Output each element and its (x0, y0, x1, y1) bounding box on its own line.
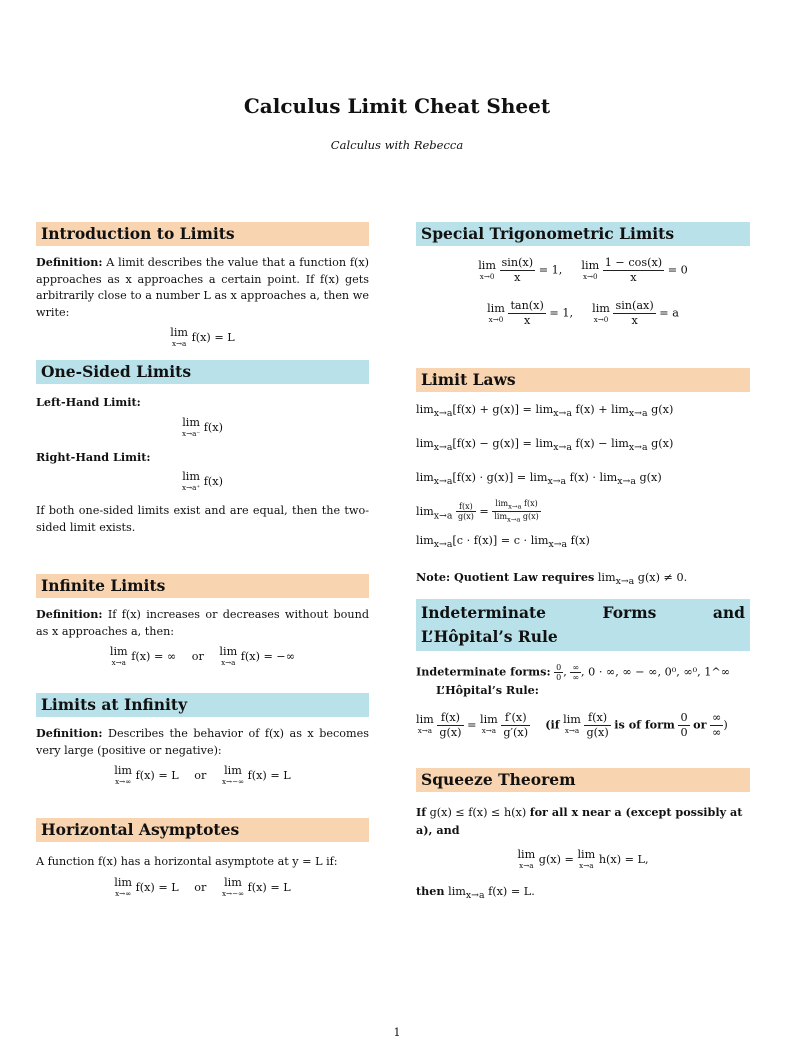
section-limit-laws (416, 368, 750, 590)
section-intro (36, 222, 369, 349)
indeterminate-forms: Indeterminate forms: $\frac{0}{0}$ , $\frac{\infty}{\infty}$ , 0 · ∞, ∞ − ∞, 0⁰, ∞⁰, 1^∞ (416, 663, 731, 682)
quotient-note: Note: Quotient Law requires $\lim_{x\to a} g(x) \ne 0$. (416, 570, 688, 588)
section-at-infinity (36, 693, 369, 787)
section-infinite (36, 574, 369, 668)
formula: lim x→0 $\frac{\sin(x)}{x}$ = 1, lim x→0 $\frac{1 - \cos(x)}{x}$ = 0 (478, 256, 688, 284)
section-heading: Horizontal Asymptotes (36, 818, 369, 842)
one-sided-text: If both one-sided limits exist and are equal, then the two-sided limit exists. (36, 504, 369, 534)
limit-law-quotient: $\lim_{x\to a}$ $\frac{f(x)}{g(x)}$ = $\frac{\lim_{x\to a} f(x)}{\lim_{x\to a} g(x)}$ (416, 498, 539, 524)
section-one-sided (36, 360, 369, 536)
formula: lim x→0 $\frac{\tan(x)}{x}$ = 1, lim x→0 $\frac{\sin(ax)}{x}$ = a (487, 299, 679, 327)
section-heading: Indeterminate Forms and L’Hôpital’s Rule (416, 599, 750, 651)
left-hand-label: Left-Hand Limit: (36, 395, 141, 409)
section-asymptotes (36, 818, 369, 899)
squeeze-condition: If g(x) ≤ f(x) ≤ h(x) for all x near a (except possibly at a), and (416, 805, 743, 837)
squeeze-formula: lim x→a g(x) = lim x→a h(x) = L, (517, 848, 649, 870)
section-heading: Squeeze Theorem (416, 768, 750, 792)
section-heading: Special Trigonometric Limits (416, 222, 750, 246)
formula: lim x→a⁺ f(x) (182, 470, 223, 492)
squeeze-conclusion: then $\lim_{x\to a} f(x) = L$. (416, 884, 535, 902)
limit-law-product: $\lim_{x\to a}[f(x) \cdot g(x)] = \lim_{x\to a} f(x) \cdot \lim_{x\to a} g(x)$ (416, 471, 662, 488)
section-heading: Introduction to Limits (36, 222, 369, 246)
lhopital-label: L’Hôpital’s Rule: (436, 683, 539, 697)
formula: lim x→∞ f(x) = L or lim x→−∞ f(x) = L (114, 764, 291, 786)
page-subtitle: Calculus with Rebecca (330, 138, 464, 152)
section-heading: Limit Laws (416, 368, 750, 392)
formula: lim x→a f(x) = L (170, 326, 235, 348)
definition-text: Definition: A limit describes the value that a function f(x) approaches as x approaches a certain point. If f(x) gets arbitrarily close to a number L as x approaches a, then we write: (36, 255, 369, 319)
section-heading: One-Sided Limits (36, 360, 369, 384)
limit-law-constant: $\lim_{x\to a}[c \cdot f(x)] = c \cdot \lim_{x\to a} f(x)$ (416, 533, 590, 551)
formula: lim x→a⁻ f(x) (182, 415, 223, 438)
limit-law-difference: $\lim_{x\to a}[f(x) - g(x)] = \lim_{x\to a} f(x) - \lim_{x\to a} g(x)$ (416, 437, 674, 454)
lhopital-formula: lim x→a $\frac{f(x)}{g(x)}$ = lim x→a $\frac{f'(x)}{g'(x)}$ (if lim x→a $\frac{f(x)}{g(x)}$ is of form $\frac{0}{0}$ or $\frac{\infty}{\infty}$ ) (416, 710, 728, 739)
limit-law-sum: $\lim_{x\to a}[f(x) + g(x)] = \lim_{x\to a} f(x) + \lim_{x\to a} g(x)$ (416, 403, 674, 420)
formula: lim x→∞ f(x) = L or lim x→−∞ f(x) = L (114, 875, 291, 898)
section-trig (416, 222, 750, 328)
page-title: Calculus Limit Cheat Sheet (243, 94, 551, 118)
section-indeterminate (416, 599, 750, 740)
section-squeeze (416, 768, 750, 905)
section-heading: Limits at Infinity (36, 693, 369, 717)
asymptote-text: A function f(x) has a horizontal asymptote at y = L if: (36, 855, 338, 868)
definition-text: Definition: If f(x) increases or decreases without bound as x approaches a, then: (36, 607, 369, 638)
formula: lim x→a f(x) = ∞ or lim x→a f(x) = −∞ (109, 645, 296, 667)
right-hand-label: Right-Hand Limit: (36, 449, 151, 464)
page-number: 1 (393, 1026, 401, 1039)
section-heading: Infinite Limits (36, 574, 369, 598)
definition-text: Definition: Describes the behavior of f(x) as x becomes very large (positive or negative): (36, 726, 369, 757)
